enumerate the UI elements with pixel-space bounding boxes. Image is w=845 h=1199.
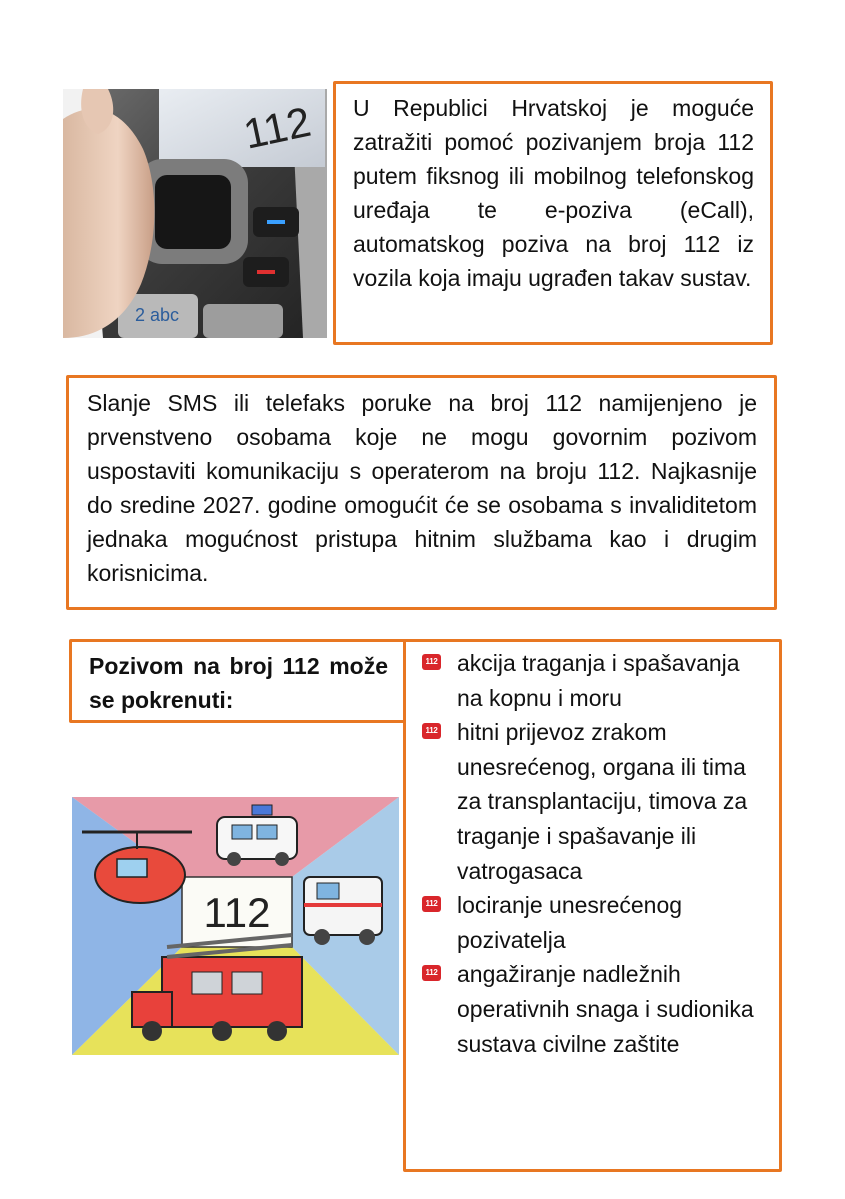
intro-text: U Republici Hrvatskoj je moguće zatražiti pomoć pozivanjem broja 112 putem fiksnog ili mobilnog telefonskog uređaja te e-poziva (eCall), automatskog poziva na broj 112 iz vozila koja imaju ugrađen takav sustav. — [353, 95, 754, 291]
phone-illustration — [63, 89, 327, 338]
sms-text: Slanje SMS ili telefaks poruke na broj 112 namijenjeno je prvenstveno osobama koje ne mogu govornim pozivom uspostaviti komunikaciju s operaterom na broju 112. Najkasnije do sredine 2027. godine omogućit će se osobama s invaliditetom jednaka mogućnost pristupa hitnim službama kao i drugim korisnicima. — [87, 390, 757, 586]
list-item: 112 lociranje unesrećenog pozivatelja — [418, 888, 768, 957]
112-badge-icon: 112 — [422, 965, 441, 981]
112-badge-icon: 112 — [422, 654, 441, 670]
key-label: 2 abc — [135, 305, 180, 325]
child-drawing — [72, 797, 399, 1055]
drawing-illustration — [72, 797, 399, 1055]
screen-number: 112 — [239, 97, 315, 158]
112-badge-icon: 112 — [422, 723, 441, 739]
list-item: 112 hitni prijevoz zrakom unesrećenog, organa ili tima za transplantaciju, timova za traganje i spašavanje ili vatrogasaca — [418, 715, 768, 888]
list-item: 112 angažiranje nadležnih operativnih snaga i sudionika sustava civilne zaštite — [418, 957, 768, 1061]
list-item: 112 akcija traganja i spašavanja na kopnu i moru — [418, 646, 768, 715]
112-badge-icon: 112 — [422, 896, 441, 912]
call-heading: Pozivom na broj 112 može se pokrenuti: — [89, 653, 388, 713]
phone-photo — [63, 89, 327, 338]
drawing-number: 112 — [203, 889, 271, 936]
actions-list — [418, 646, 768, 1061]
